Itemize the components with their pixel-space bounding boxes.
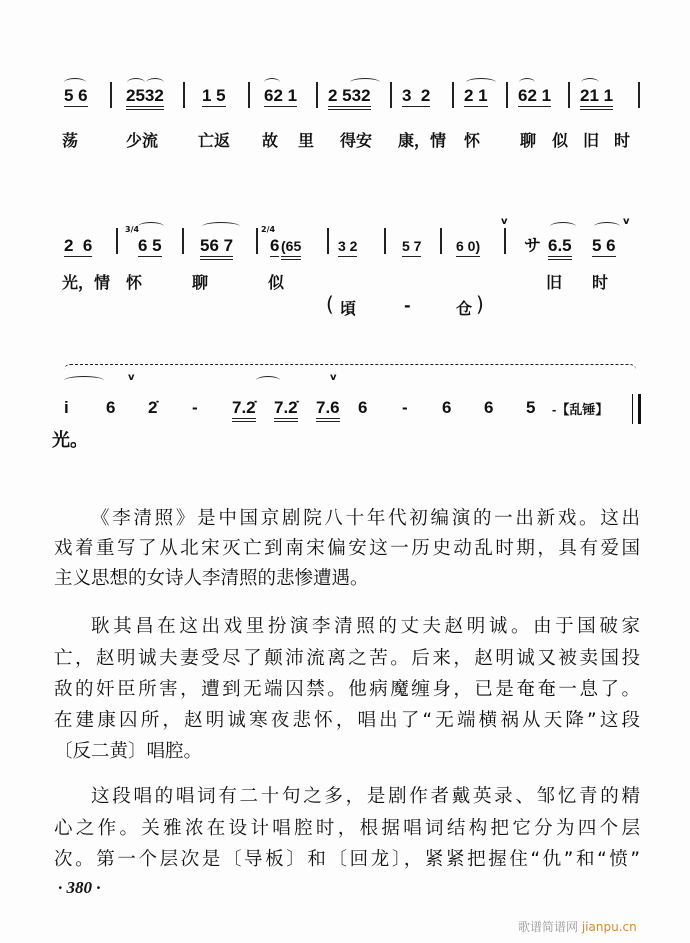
measure: 6.5 (548, 236, 572, 260)
bar-line (390, 82, 392, 108)
lyric: 光。 (52, 430, 88, 451)
measure: 2 532 (328, 86, 371, 110)
measure: 3 2 (402, 86, 431, 105)
lyric: 时 (614, 131, 631, 150)
bar-line (110, 82, 112, 108)
note: 2̇ (148, 398, 158, 417)
time-signature: 2/4 (261, 225, 276, 234)
measure: 5 7 (402, 236, 421, 257)
note: 6 (442, 398, 452, 417)
text-line: 主义思想的女诗人李清照的悲惨遭遇。 (54, 568, 369, 589)
lyric: 聊 (192, 273, 209, 292)
note: 7.2̇ (232, 398, 256, 422)
percussion: 仓 (456, 299, 473, 318)
bar-line (440, 228, 442, 254)
text-line: 〔反二黄〕唱腔。 (54, 741, 203, 762)
measure: (65 (281, 236, 301, 260)
bar-line (182, 228, 184, 254)
text-line: 耿其昌在这出戏里扮演李清照的丈夫赵明诚。由于国破家 (91, 616, 640, 637)
text-line: 戏着重写了从北宋灭亡到南宋偏安这一历史动乱时期，具有爱国 (54, 538, 640, 559)
lyric: 亡返 (198, 131, 231, 150)
lyric: 康，情 (398, 131, 447, 150)
bar-line (384, 228, 386, 254)
text-line: 这段唱的唱词有二十句之多，是剧作者戴英录、邹忆青的精 (91, 786, 640, 807)
watermark-cn: 歌谱简谱网 (518, 920, 579, 934)
slur (550, 222, 576, 231)
lyric: 少流 (126, 131, 159, 150)
watermark (518, 918, 637, 935)
lyric: 时 (592, 273, 609, 292)
measure: 5 6 (64, 86, 88, 105)
lyric: 里 (298, 131, 315, 150)
slur (202, 222, 240, 231)
percussion-paren: ) (476, 292, 484, 316)
bar-line (452, 82, 454, 108)
text-line: 《李清照》是中国京剧院八十年代初编演的一出新戏。这出 (91, 508, 640, 529)
lyric: 似 (268, 273, 285, 292)
breath-mark: v (330, 372, 337, 383)
text-line: 心之作。关雅浓在设计唱腔时，根据唱词结构把它分为四个层 (54, 818, 640, 839)
breath-mark: v (501, 216, 508, 227)
bar-line (256, 228, 258, 254)
time-signature: 3/4 (125, 225, 140, 234)
bar-line (506, 82, 508, 108)
lyric: 荡 (62, 131, 79, 150)
note: 7.2̇ (274, 398, 298, 422)
lyric: 旧 (546, 273, 563, 292)
note: i (64, 398, 69, 417)
measure: 62 1 (264, 86, 298, 105)
measure: 62 1 (518, 86, 552, 105)
measure: 21 1 (580, 86, 613, 110)
final-bar-line (632, 394, 641, 424)
note: 5 (526, 398, 536, 417)
measure: 56 7 (200, 236, 233, 260)
free-meter-mark: サ (524, 236, 541, 255)
measure: 6 (270, 236, 280, 255)
note: 6 (358, 398, 368, 417)
phrase-slur (64, 364, 636, 373)
measure: 5 6 (592, 236, 616, 255)
bar-line (327, 228, 329, 254)
bar-line (248, 82, 250, 108)
lyric: 光，情 (62, 273, 111, 292)
page-number: · 380 · (58, 878, 101, 897)
lyric: 聊 (520, 131, 537, 150)
ending-mark: -【乱锤】 (552, 402, 609, 417)
watermark-en: jianpu.cn (581, 920, 637, 934)
text-line: 在建康囚所，赵明诚寒夜悲怀，唱出了“无端横祸从天降”这段 (54, 710, 640, 731)
text-line: 亡，赵明诚夫妻受尽了颠沛流离之苦。后来，赵明诚又被卖国投 (54, 648, 640, 669)
text-line: 敌的奸臣所害，遭到无端囚禁。他病魔缠身，已是奄奄一息了。 (54, 679, 640, 700)
measure: 3 2 (338, 236, 357, 257)
lyric: 怀 (126, 273, 143, 292)
bar-line (316, 82, 318, 108)
note: - (192, 398, 198, 417)
measure: 2 1 (464, 86, 488, 105)
lyric: 旧 (583, 131, 600, 150)
measure: 2 6 (64, 236, 93, 255)
breath-mark: v (128, 372, 135, 383)
percussion: 頃 (340, 299, 357, 318)
text-line: 次。第一个层次是〔导板〕和〔回龙〕，紧紧把握住“仇”和“愤” (54, 849, 640, 870)
lyric: 得安 (340, 131, 373, 150)
bar-line (638, 82, 640, 108)
measure: 1 5 (202, 86, 226, 105)
note: 6 (106, 398, 116, 417)
slur-arrow (64, 376, 104, 385)
slur (594, 222, 620, 231)
note: - (402, 398, 408, 417)
percussion-paren: ( (326, 292, 334, 316)
bar-line (183, 82, 185, 108)
bar-line (504, 228, 506, 254)
note: 6 (484, 398, 494, 417)
slur (138, 222, 164, 231)
lyric: 故 (262, 131, 279, 150)
measure: 2532 (126, 86, 164, 110)
lyric: 似 (552, 131, 569, 150)
slur-arrow (256, 376, 280, 385)
breath-mark: v (623, 216, 630, 227)
percussion: - (404, 296, 411, 315)
measure: 6 0) (456, 236, 480, 257)
bar-line (116, 228, 118, 254)
bar-line (568, 82, 570, 108)
measure: 6 5 (138, 236, 162, 255)
lyric: 怀 (464, 131, 481, 150)
note: 7.6 (316, 398, 340, 422)
